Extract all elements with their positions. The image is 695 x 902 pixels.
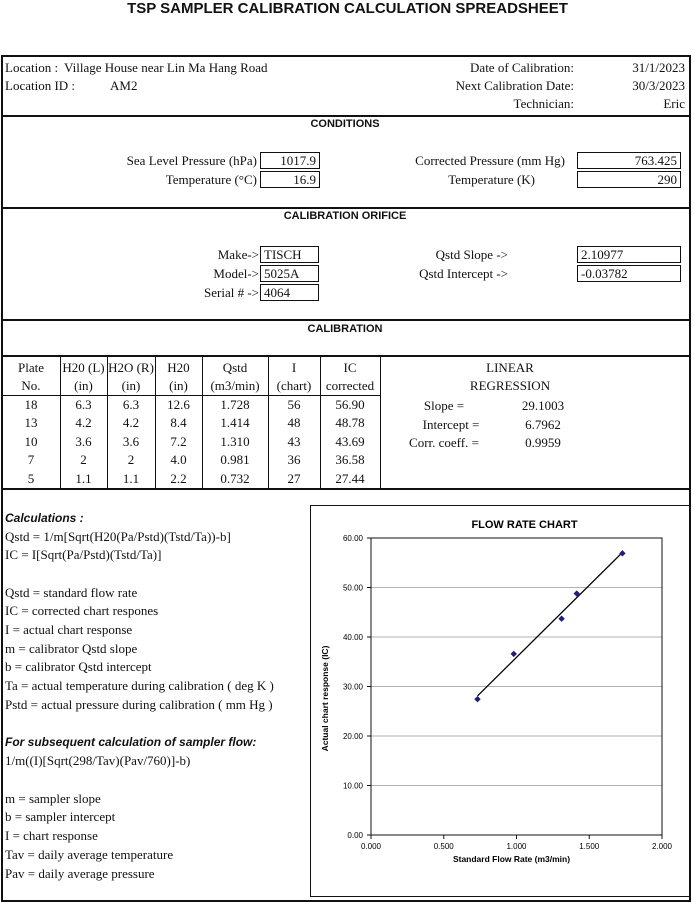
regression-intercept-value: 6.7962	[525, 417, 561, 432]
x-tick-label: 2.000	[651, 842, 673, 851]
table-cell: 0.732	[220, 470, 250, 486]
subsequent-heading: For subsequent calculation of sampler flow:	[5, 735, 257, 749]
table-cell: 1.1	[122, 470, 140, 486]
chart-title: FLOW RATE CHART	[471, 519, 578, 531]
location-id-value: AM2	[110, 78, 138, 93]
table-cell: 36.58	[335, 452, 365, 468]
column-header: IC	[343, 360, 357, 375]
temperature-k-label: Temperature (K)	[448, 172, 535, 187]
data-point	[511, 651, 517, 657]
formula-sampler-flow: 1/m((I)[Sqrt(298/Tav)(Pav/760)]-b)	[5, 753, 191, 768]
definition-m: m = calibrator Qstd slope	[5, 641, 138, 656]
definition-tav: Tav = daily average temperature	[5, 847, 174, 862]
table-cell: 5	[27, 470, 35, 486]
regression-slope-label: Slope =	[423, 398, 465, 413]
column-header-unit: corrected	[325, 378, 375, 393]
y-axis-label: Actual chart response (IC)	[320, 645, 330, 752]
column-header-unit: No.	[21, 378, 41, 393]
table-cell: 4.0	[170, 452, 187, 468]
table-cell: 56.90	[335, 397, 365, 412]
orifice-heading: CALIBRATION ORIFICE	[283, 210, 407, 222]
y-tick-label: 20.00	[342, 732, 363, 741]
table-cell: 3.6	[122, 433, 140, 449]
technician-label: Technician:	[513, 96, 574, 111]
section-divider	[1, 488, 691, 490]
regression-corr-value: 0.9959	[525, 435, 561, 450]
table-cell: 18	[24, 397, 38, 412]
corrected-pressure-value: 763.425	[577, 152, 681, 169]
formula-qstd: Qstd = 1/m[Sqrt(H20(Pa/Pstd)(Tstd/Ta))-b]	[5, 529, 231, 544]
regression-title: LINEAR	[486, 360, 534, 375]
section-divider	[1, 115, 691, 117]
next-calibration-date-value: 30/3/2023	[632, 78, 685, 93]
location-label: Location :	[5, 60, 59, 75]
x-tick-label: 1.500	[579, 842, 600, 851]
definition-sampler-slope: m = sampler slope	[5, 791, 101, 806]
table-cell: 36	[287, 452, 301, 468]
regression-corr-label: Corr. coeff. =	[409, 435, 479, 450]
table-cell: 13	[24, 415, 38, 431]
page-title: TSP SAMPLER CALIBRATION CALCULATION SPREADSHEET	[127, 0, 568, 17]
table-cell: 27	[287, 470, 301, 486]
temperature-c-label: Temperature (°C)	[165, 172, 257, 187]
table-cell: 4.2	[75, 415, 92, 431]
y-tick-label: 30.00	[342, 682, 363, 692]
table-cell: 3.6	[75, 433, 92, 449]
x-tick-label: 1.000	[506, 842, 527, 851]
sea-level-pressure-label: Sea Level Pressure (hPa)	[126, 153, 257, 168]
table-cell: 1.414	[220, 415, 250, 431]
y-tick-label: 60.00	[342, 534, 363, 543]
section-divider	[1, 319, 691, 321]
definition-sampler-intercept: b = sampler intercept	[5, 809, 116, 824]
calculations-heading: Calculations :	[5, 511, 84, 525]
orifice-serial-value: 4064	[260, 284, 319, 301]
table-cell: 2	[127, 452, 135, 468]
definition-ta: Ta = actual temperature during calibration ( deg K )	[5, 678, 274, 693]
definition-qstd: Qstd = standard flow rate	[5, 585, 138, 600]
orifice-serial-label: Serial # ->	[204, 285, 259, 300]
table-cell: 48	[287, 415, 301, 431]
column-header-unit: (m3/min)	[210, 378, 260, 393]
orifice-model-value: 5025A	[260, 265, 319, 282]
data-point	[619, 550, 625, 556]
qstd-slope-value: 2.10977	[577, 246, 681, 263]
regression-slope-value: 29.1003	[521, 398, 565, 413]
column-header: Plate	[18, 360, 44, 375]
definition-b: b = calibrator Qstd intercept	[5, 659, 152, 674]
column-header: H2O (R)	[108, 360, 154, 375]
table-cell: 1.728	[220, 397, 250, 412]
table-cell: 27.44	[335, 470, 365, 486]
regression-subtitle: REGRESSION	[469, 378, 551, 393]
y-tick-label: 50.00	[342, 583, 363, 593]
orifice-make-label: Make->	[217, 247, 259, 262]
table-cell: 1.1	[75, 470, 92, 486]
table-cell: 2	[80, 452, 87, 468]
section-divider	[1, 207, 691, 209]
regression-intercept-label: Intercept =	[422, 417, 480, 432]
location-id-label: Location ID :	[5, 78, 76, 93]
section-divider	[1, 355, 691, 357]
x-tick-label: 0.000	[360, 842, 382, 851]
location-value: Village House near Lin Ma Hang Road	[64, 60, 268, 75]
table-cell: 7.2	[170, 433, 187, 449]
qstd-intercept-value: -0.03782	[577, 265, 681, 282]
column-header-unit: (chart)	[276, 378, 312, 393]
temperature-c-value: 16.9	[260, 171, 320, 188]
y-tick-label: 40.00	[342, 633, 363, 642]
table-cell: 7	[27, 452, 35, 468]
table-cell: 4.2	[122, 415, 140, 431]
y-tick-label: 0.00	[347, 831, 363, 840]
column-header: H20	[167, 360, 190, 375]
orifice-make-value: TISCH	[260, 246, 319, 263]
formula-ic: IC = I[Sqrt(Pa/Pstd)(Tstd/Ta)]	[5, 547, 162, 562]
calibration-date-value: 31/1/2023	[632, 60, 685, 75]
table-cell: 10	[24, 433, 38, 449]
table-cell: 6.3	[75, 397, 92, 412]
x-tick-label: 0.500	[433, 842, 454, 851]
calibration-date-label: Date of Calibration:	[470, 60, 574, 75]
y-tick-label: 10.00	[342, 781, 363, 791]
column-header: Qstd	[222, 360, 248, 375]
column-header: H20 (L)	[62, 360, 105, 375]
technician-value: Eric	[663, 96, 685, 111]
temperature-k-value: 290	[577, 171, 681, 188]
trendline	[478, 552, 623, 695]
table-cell: 43	[287, 433, 301, 449]
sea-level-pressure-value: 1017.9	[260, 152, 320, 169]
table-cell: 1.310	[220, 433, 250, 449]
data-point	[558, 616, 564, 622]
table-cell: 43.69	[335, 433, 365, 449]
column-header: I	[291, 360, 297, 375]
definition-pav: Pav = daily average pressure	[5, 866, 155, 881]
x-axis-label: Standard Flow Rate (m3/min)	[452, 854, 571, 864]
column-header-unit: (in)	[169, 378, 188, 393]
next-calibration-date-label: Next Calibration Date:	[455, 78, 574, 93]
corrected-pressure-label: Corrected Pressure (mm Hg)	[415, 153, 565, 168]
column-header-unit: (in)	[74, 378, 93, 393]
table-cell: 12.6	[167, 397, 190, 412]
orifice-model-label: Model->	[213, 266, 259, 281]
table-cell: 6.3	[122, 397, 140, 412]
definition-ic: IC = corrected chart respones	[5, 603, 159, 618]
chart-svg	[311, 506, 689, 896]
definition-chart-response: I = chart response	[5, 828, 98, 843]
qstd-intercept-label: Qstd Intercept ->	[419, 266, 508, 281]
calibration-heading: CALIBRATION	[307, 323, 383, 335]
definition-pstd: Pstd = actual pressure during calibration ( mm Hg )	[5, 697, 273, 712]
qstd-slope-label: Qstd Slope ->	[435, 247, 508, 262]
table-cell: 2.2	[170, 470, 187, 486]
conditions-heading: CONDITIONS	[310, 118, 380, 130]
flow-rate-chart	[310, 505, 690, 897]
table-cell: 48.78	[335, 415, 365, 431]
table-cell: 0.981	[220, 452, 250, 468]
table-cell: 8.4	[170, 415, 187, 431]
table-cell: 56	[287, 397, 301, 412]
definition-i: I = actual chart response	[5, 622, 133, 637]
data-point	[474, 696, 480, 702]
column-header-unit: (in)	[121, 378, 141, 393]
